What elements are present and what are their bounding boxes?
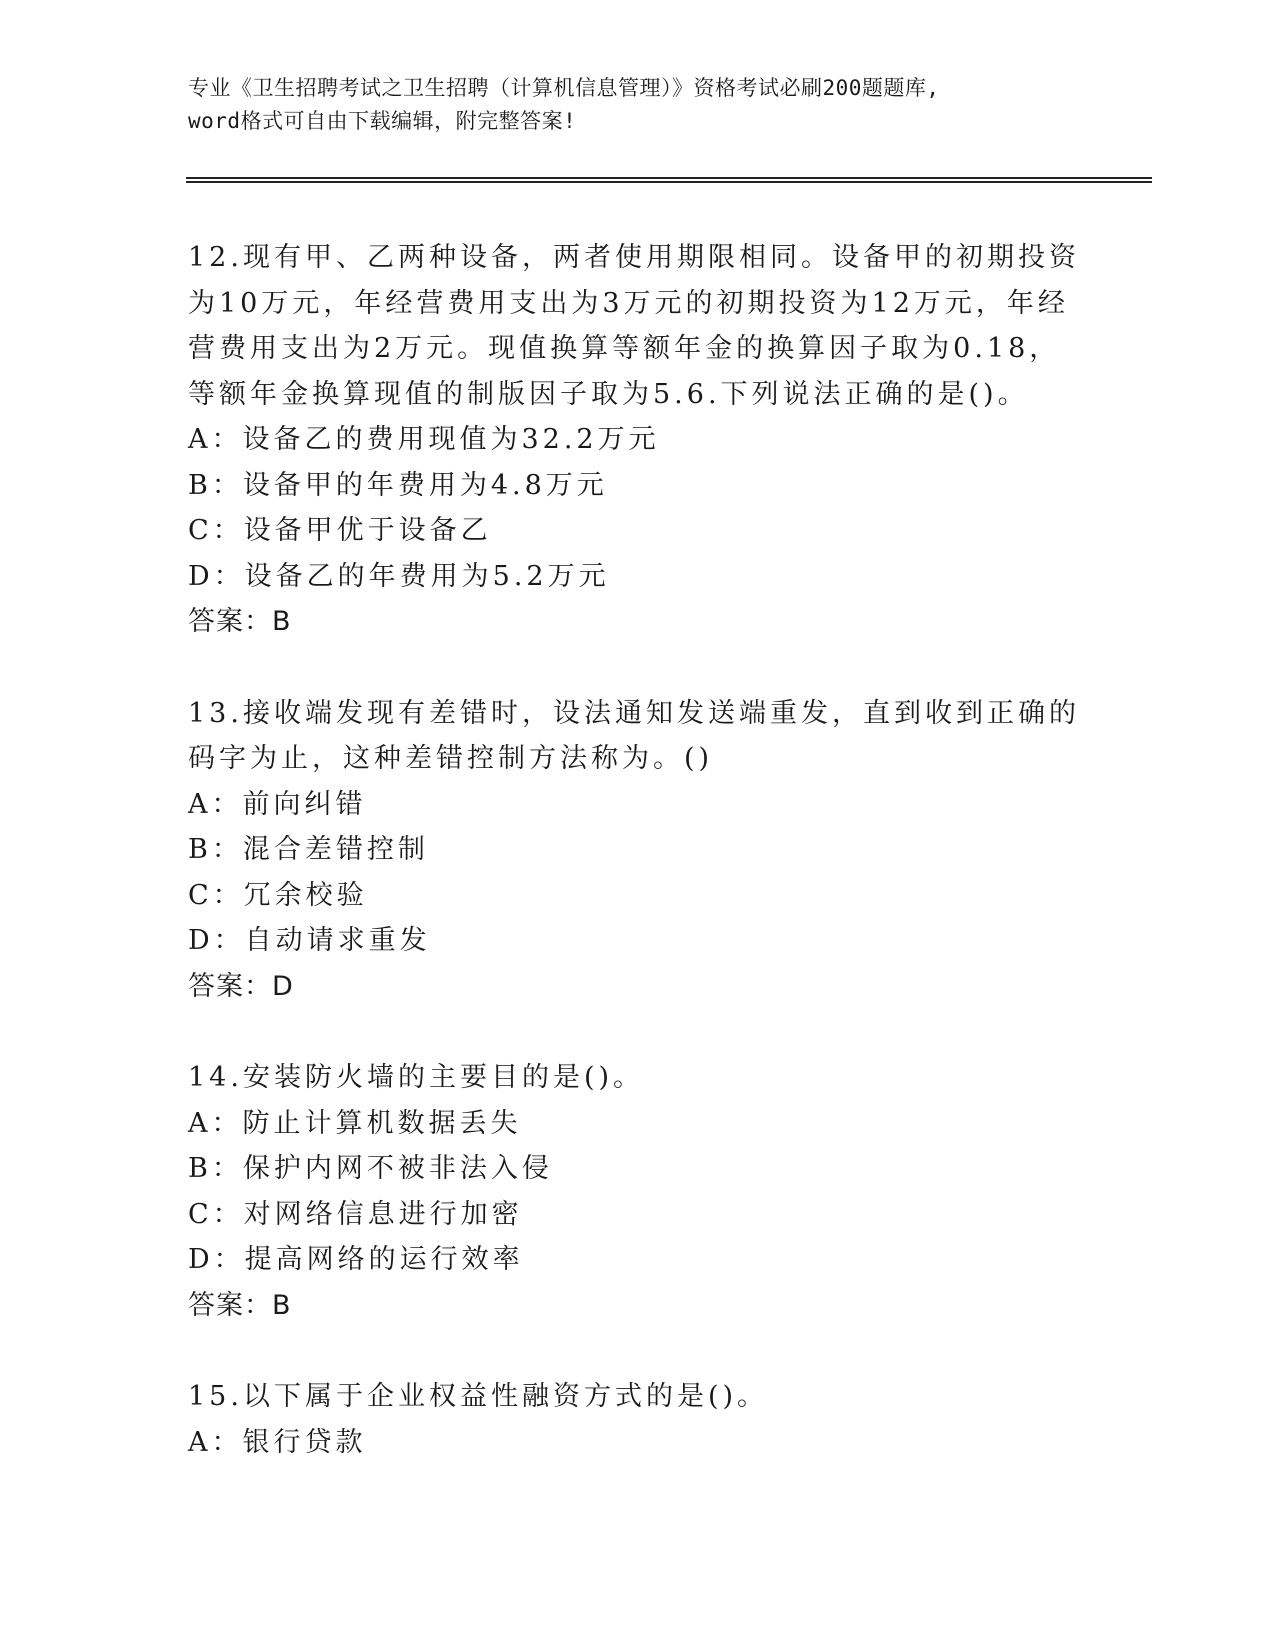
question-item-15 — [188, 1374, 1088, 1465]
question-answer: 答案：B — [188, 606, 292, 637]
question-option-c: C：设备甲优于设备乙 — [188, 515, 492, 546]
document-header — [188, 72, 1088, 138]
question-list — [188, 235, 1088, 1511]
header-divider — [186, 177, 1152, 183]
question-option-b: B：混合差错控制 — [188, 834, 429, 865]
question-stem: 13.接收端发现有差错时，设法通知发送端重发，直到收到正确的码字为止，这种差错控制方法称为。() — [188, 697, 1080, 774]
question-stem: 15.以下属于企业权益性融资方式的是()。 — [188, 1381, 769, 1412]
header-title-line-2: word格式可自由下载编辑，附完整答案! — [188, 109, 577, 133]
header-title-line-1: 专业《卫生招聘考试之卫生招聘（计算机信息管理）》资格考试必刷200题题库, — [188, 76, 940, 100]
question-stem: 14.安装防火墙的主要目的是()。 — [188, 1062, 645, 1093]
question-option-d: D：自动请求重发 — [188, 925, 431, 956]
question-stem: 12.现有甲、乙两种设备，两者使用期限相同。设备甲的初期投资为10万元，年经营费用支出为3万元的初期投资为12万元，年经营费用支出为2万元。现值换算等额年金的换算因子取为0.18，等额年金换算现值的制版因子取为5.6.下列说法正确的是()。 — [188, 242, 1080, 410]
question-answer: 答案：B — [188, 1289, 292, 1321]
question-option-a: A：防止计算机数据丢失 — [188, 1107, 522, 1139]
question-option-a: A：设备乙的费用现值为32.2万元 — [188, 424, 660, 455]
question-option-c: C：冗余校验 — [188, 879, 368, 911]
question-answer: 答案：D — [188, 970, 294, 1002]
question-item-12 — [188, 235, 1088, 645]
question-item-13 — [188, 691, 1088, 1010]
question-option-b: B：设备甲的年费用为4.8万元 — [188, 469, 608, 501]
question-option-b: B：保护内网不被非法入侵 — [188, 1153, 553, 1184]
question-option-c: C：对网络信息进行加密 — [188, 1198, 523, 1230]
question-option-a: A：银行贷款 — [188, 1426, 367, 1458]
question-option-a: A：前向纠错 — [188, 788, 367, 820]
question-option-d: D：设备乙的年费用为5.2万元 — [188, 560, 610, 592]
question-option-d: D：提高网络的运行效率 — [188, 1244, 524, 1275]
question-item-14 — [188, 1055, 1088, 1328]
